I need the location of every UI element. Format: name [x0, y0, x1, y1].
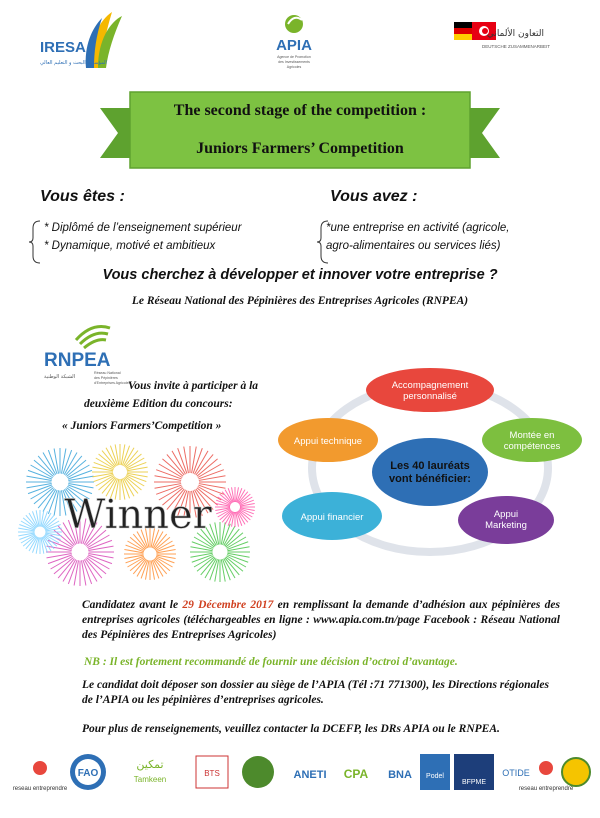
logo-ministry	[242, 756, 274, 788]
logo-bts	[196, 756, 228, 788]
center-ellipse	[372, 438, 488, 506]
svg-text:IRESA: IRESA	[40, 39, 86, 56]
winner-text: Winner	[64, 492, 212, 538]
svg-text:Appui financier: Appui financier	[300, 512, 364, 523]
invite-line-1: Vous invite à participer à la	[128, 380, 259, 392]
winner-fireworks-image	[20, 442, 252, 582]
left-brace	[28, 220, 42, 264]
banner-line-1: The second stage of the competition :	[173, 102, 427, 119]
svg-text:Tamkeen: Tamkeen	[133, 775, 167, 784]
svg-text:Accompagnement: Accompagnement	[391, 380, 469, 391]
logo-fao	[70, 754, 106, 790]
center-label-2: vont bénéficier:	[389, 473, 471, 485]
logo-podel	[420, 754, 450, 790]
center-label-1: Les 40 lauréats	[390, 460, 470, 472]
svg-text:CPA: CPA	[343, 767, 369, 781]
vous-etes-heading: Vous êtes :	[40, 188, 125, 205]
svg-text:des Pépinières: des Pépinières	[94, 376, 118, 380]
apia-logo	[258, 8, 330, 74]
logo-otide	[502, 768, 530, 778]
svg-text:DEUTSCHE ZUSAMMENARBEIT: DEUTSCHE ZUSAMMENARBEIT	[481, 44, 550, 49]
svg-text:Appui: Appui	[493, 509, 519, 520]
svg-text:BNA: BNA	[388, 769, 412, 781]
logo-aneti	[294, 769, 327, 781]
benefits-diagram	[280, 368, 580, 568]
svg-text:الشبكة الوطنية: الشبكة الوطنية	[44, 374, 76, 380]
svg-text:التعاون الألماني: التعاون الألماني	[486, 29, 544, 39]
deadline-date: 29 Décembre 2017	[182, 599, 274, 611]
partner-logos	[12, 748, 590, 800]
svg-text:تمكين: تمكين	[136, 758, 164, 771]
svg-text:ANETI: ANETI	[293, 769, 327, 781]
logo-bna	[388, 769, 412, 781]
svg-text:BFPME: BFPME	[461, 779, 487, 786]
contact-paragraph: Pour plus de renseignements, veuillez contacter la DCEFP, les DRs APIA ou le RNPEA.	[82, 723, 500, 735]
svg-text:personnalisé: personnalisé	[403, 391, 457, 402]
svg-text:d'Entreprises Agricoles: d'Entreprises Agricoles	[94, 381, 131, 385]
svg-text:BTS: BTS	[204, 769, 220, 778]
svg-text:Marketing: Marketing	[485, 520, 527, 531]
svg-text:Podel: Podel	[426, 773, 444, 780]
rnpea-title: Le Réseau National des Pépinières des Entreprises Agricoles (RNPEA)	[131, 295, 469, 307]
svg-text:المؤسسة البحث و التعليم العالي: المؤسسة البحث و التعليم العالي	[40, 60, 107, 66]
logo-seal	[562, 758, 590, 786]
left-item-2: * Dynamique, motivé et ambitieux	[44, 240, 216, 252]
logo-reseau-entreprendre-1	[13, 761, 68, 792]
giz-logo	[452, 14, 552, 64]
svg-text:RNPEA: RNPEA	[44, 350, 111, 371]
logo-cpa	[344, 767, 369, 781]
banner-line-2: Juniors Farmers’ Competition	[196, 140, 404, 157]
right-item-2: agro-alimentaires ou services liés)	[326, 240, 501, 252]
vous-avez-heading: Vous avez :	[330, 188, 418, 205]
svg-text:Réseau National: Réseau National	[94, 371, 121, 375]
nb-note: NB : Il est fortement recommandé de fournir une décision d’octroi d’avantage.	[84, 656, 458, 668]
svg-text:compétences: compétences	[503, 441, 561, 452]
main-question: Vous cherchez à développer et innover votre entreprise ?	[102, 267, 498, 283]
svg-text:Montée en: Montée en	[509, 430, 555, 441]
iresa-logo	[40, 10, 130, 72]
svg-text:des Investissements: des Investissements	[278, 60, 310, 64]
submission-paragraph: Le candidat doit déposer son dossier au siège de l’APIA (Tél :71 771300), les Directions régionales de l’APIA ou les pépinières d’entreprises agricoles.	[82, 679, 550, 706]
svg-text:Agence de Promotion: Agence de Promotion	[277, 55, 311, 59]
logo-tamkeen	[134, 758, 166, 784]
svg-text:reseau entreprendre: reseau entreprendre	[12, 786, 68, 792]
right-item-1: *une entreprise en activité (agricole,	[326, 222, 510, 234]
svg-text:Agricoles: Agricoles	[286, 65, 302, 69]
svg-text:OTIDE: OTIDE	[502, 768, 530, 778]
application-paragraph: Candidatez avant le 29 Décembre 2017 en remplissant la demande d’adhésion aux pépinières des entreprises agricoles (téléchargeables en ligne : www.apia.com.tn/page Facebook : Réseau National des Pépinières des Entreprises Agricoles)	[82, 599, 560, 641]
competition-name: « Juniors Farmers’Competition »	[62, 420, 222, 432]
svg-text:reseau entreprendre: reseau entreprendre	[518, 786, 574, 792]
svg-text:APIA: APIA	[276, 37, 312, 54]
invite-line-2: deuxième Edition du concours:	[84, 398, 233, 410]
logo-bfpme	[454, 754, 494, 790]
left-item-1: * Diplômé de l’enseignement supérieur	[44, 222, 242, 234]
svg-text:Appui technique: Appui technique	[293, 436, 363, 447]
svg-text:FAO: FAO	[77, 768, 99, 779]
